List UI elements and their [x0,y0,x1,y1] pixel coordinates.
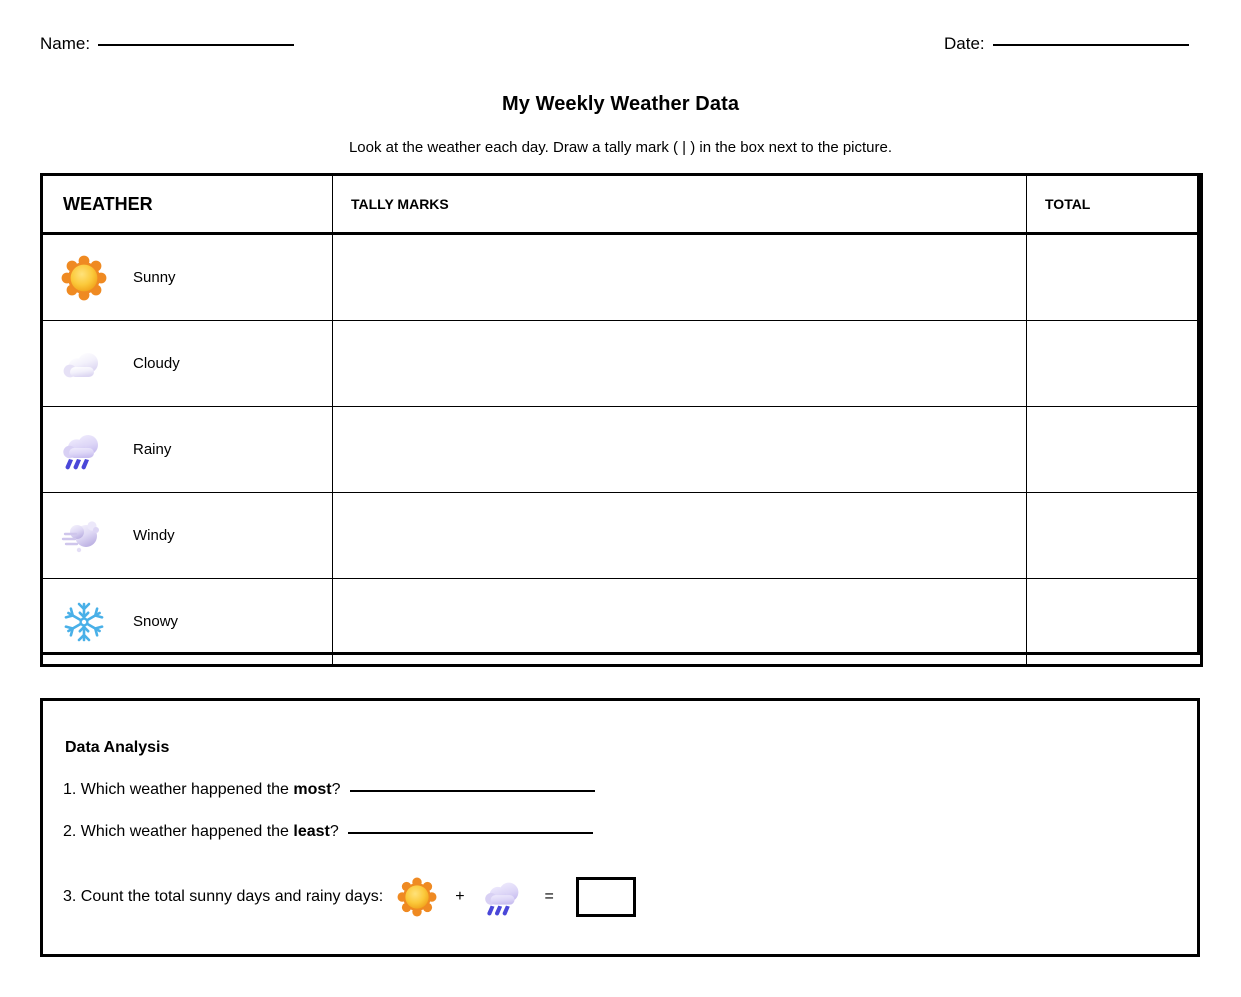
weather-tally-table [40,173,1203,667]
tally-cell-sunny[interactable] [333,234,1027,321]
date-input-line[interactable] [993,44,1189,46]
student-info-row [0,34,1241,68]
weather-cell-windy [42,493,333,579]
name-label: Name: [40,34,91,53]
question-3-answer-box[interactable] [576,877,636,917]
tally-cell-windy[interactable] [333,493,1027,579]
table-row [42,234,1202,321]
snowflake-icon [61,599,107,645]
column-header-weather: WEATHER [42,175,333,234]
weather-label-sunny: Sunny [133,269,176,286]
tally-cell-rainy[interactable] [333,407,1027,493]
name-field-group [40,34,294,54]
wind-icon [61,513,107,559]
question-1-text [63,781,341,799]
column-header-tally-marks: TALLY MARKS [333,175,1027,234]
total-cell-snowy[interactable] [1027,579,1202,666]
question-2-prefix: 2. Which weather happened the [63,823,294,840]
page-title: My Weekly Weather Data [501,93,740,115]
question-2-answer-line[interactable] [348,832,593,834]
question-2-text [63,823,339,841]
question-1-prefix: 1. Which weather happened the [63,781,294,798]
tally-cell-cloudy[interactable] [333,321,1027,407]
question-2-row [63,823,593,841]
question-1-answer-line[interactable] [350,790,595,792]
total-cell-windy[interactable] [1027,493,1202,579]
equals-sign: = [544,888,554,905]
date-field-group [944,34,1189,54]
date-label: Date: [944,34,985,53]
plus-sign: + [455,888,465,905]
table-row [42,407,1202,493]
cloud-icon [61,341,107,387]
table-row [42,579,1202,666]
question-2-keyword: least [293,823,330,840]
table-row [42,321,1202,407]
page-subtitle: Look at the weather each day. Draw a tally mark ( | ) in the box next to the picture. [348,139,893,156]
rain-cloud-icon [483,875,527,919]
name-input-line[interactable] [98,44,294,46]
weather-cell-sunny [42,234,333,321]
data-analysis-title: Data Analysis [65,739,170,756]
data-analysis-panel [40,698,1200,957]
total-cell-rainy[interactable] [1027,407,1202,493]
question-3-text: 3. Count the total sunny days and rainy days: [63,888,384,905]
tally-cell-snowy[interactable] [333,579,1027,666]
table-header-row [42,175,1202,234]
weather-label-snowy: Snowy [133,613,179,630]
question-1-keyword: most [293,781,332,798]
weather-cell-cloudy [42,321,333,407]
question-3-row [63,875,636,919]
weather-cell-rainy [42,407,333,493]
total-cell-cloudy[interactable] [1027,321,1202,407]
weather-label-windy: Windy [133,527,175,544]
total-cell-sunny[interactable] [1027,234,1202,321]
weather-label-cloudy: Cloudy [133,355,180,372]
rain-cloud-icon [61,427,107,473]
question-2-suffix: ? [329,823,339,840]
table-row [42,493,1202,579]
column-header-total: TOTAL [1027,175,1202,234]
sun-icon [61,255,107,301]
weather-cell-snowy [42,579,333,666]
question-1-row [63,781,595,799]
question-1-suffix: ? [331,781,341,798]
sun-icon [397,877,437,917]
weather-label-rainy: Rainy [133,441,172,458]
